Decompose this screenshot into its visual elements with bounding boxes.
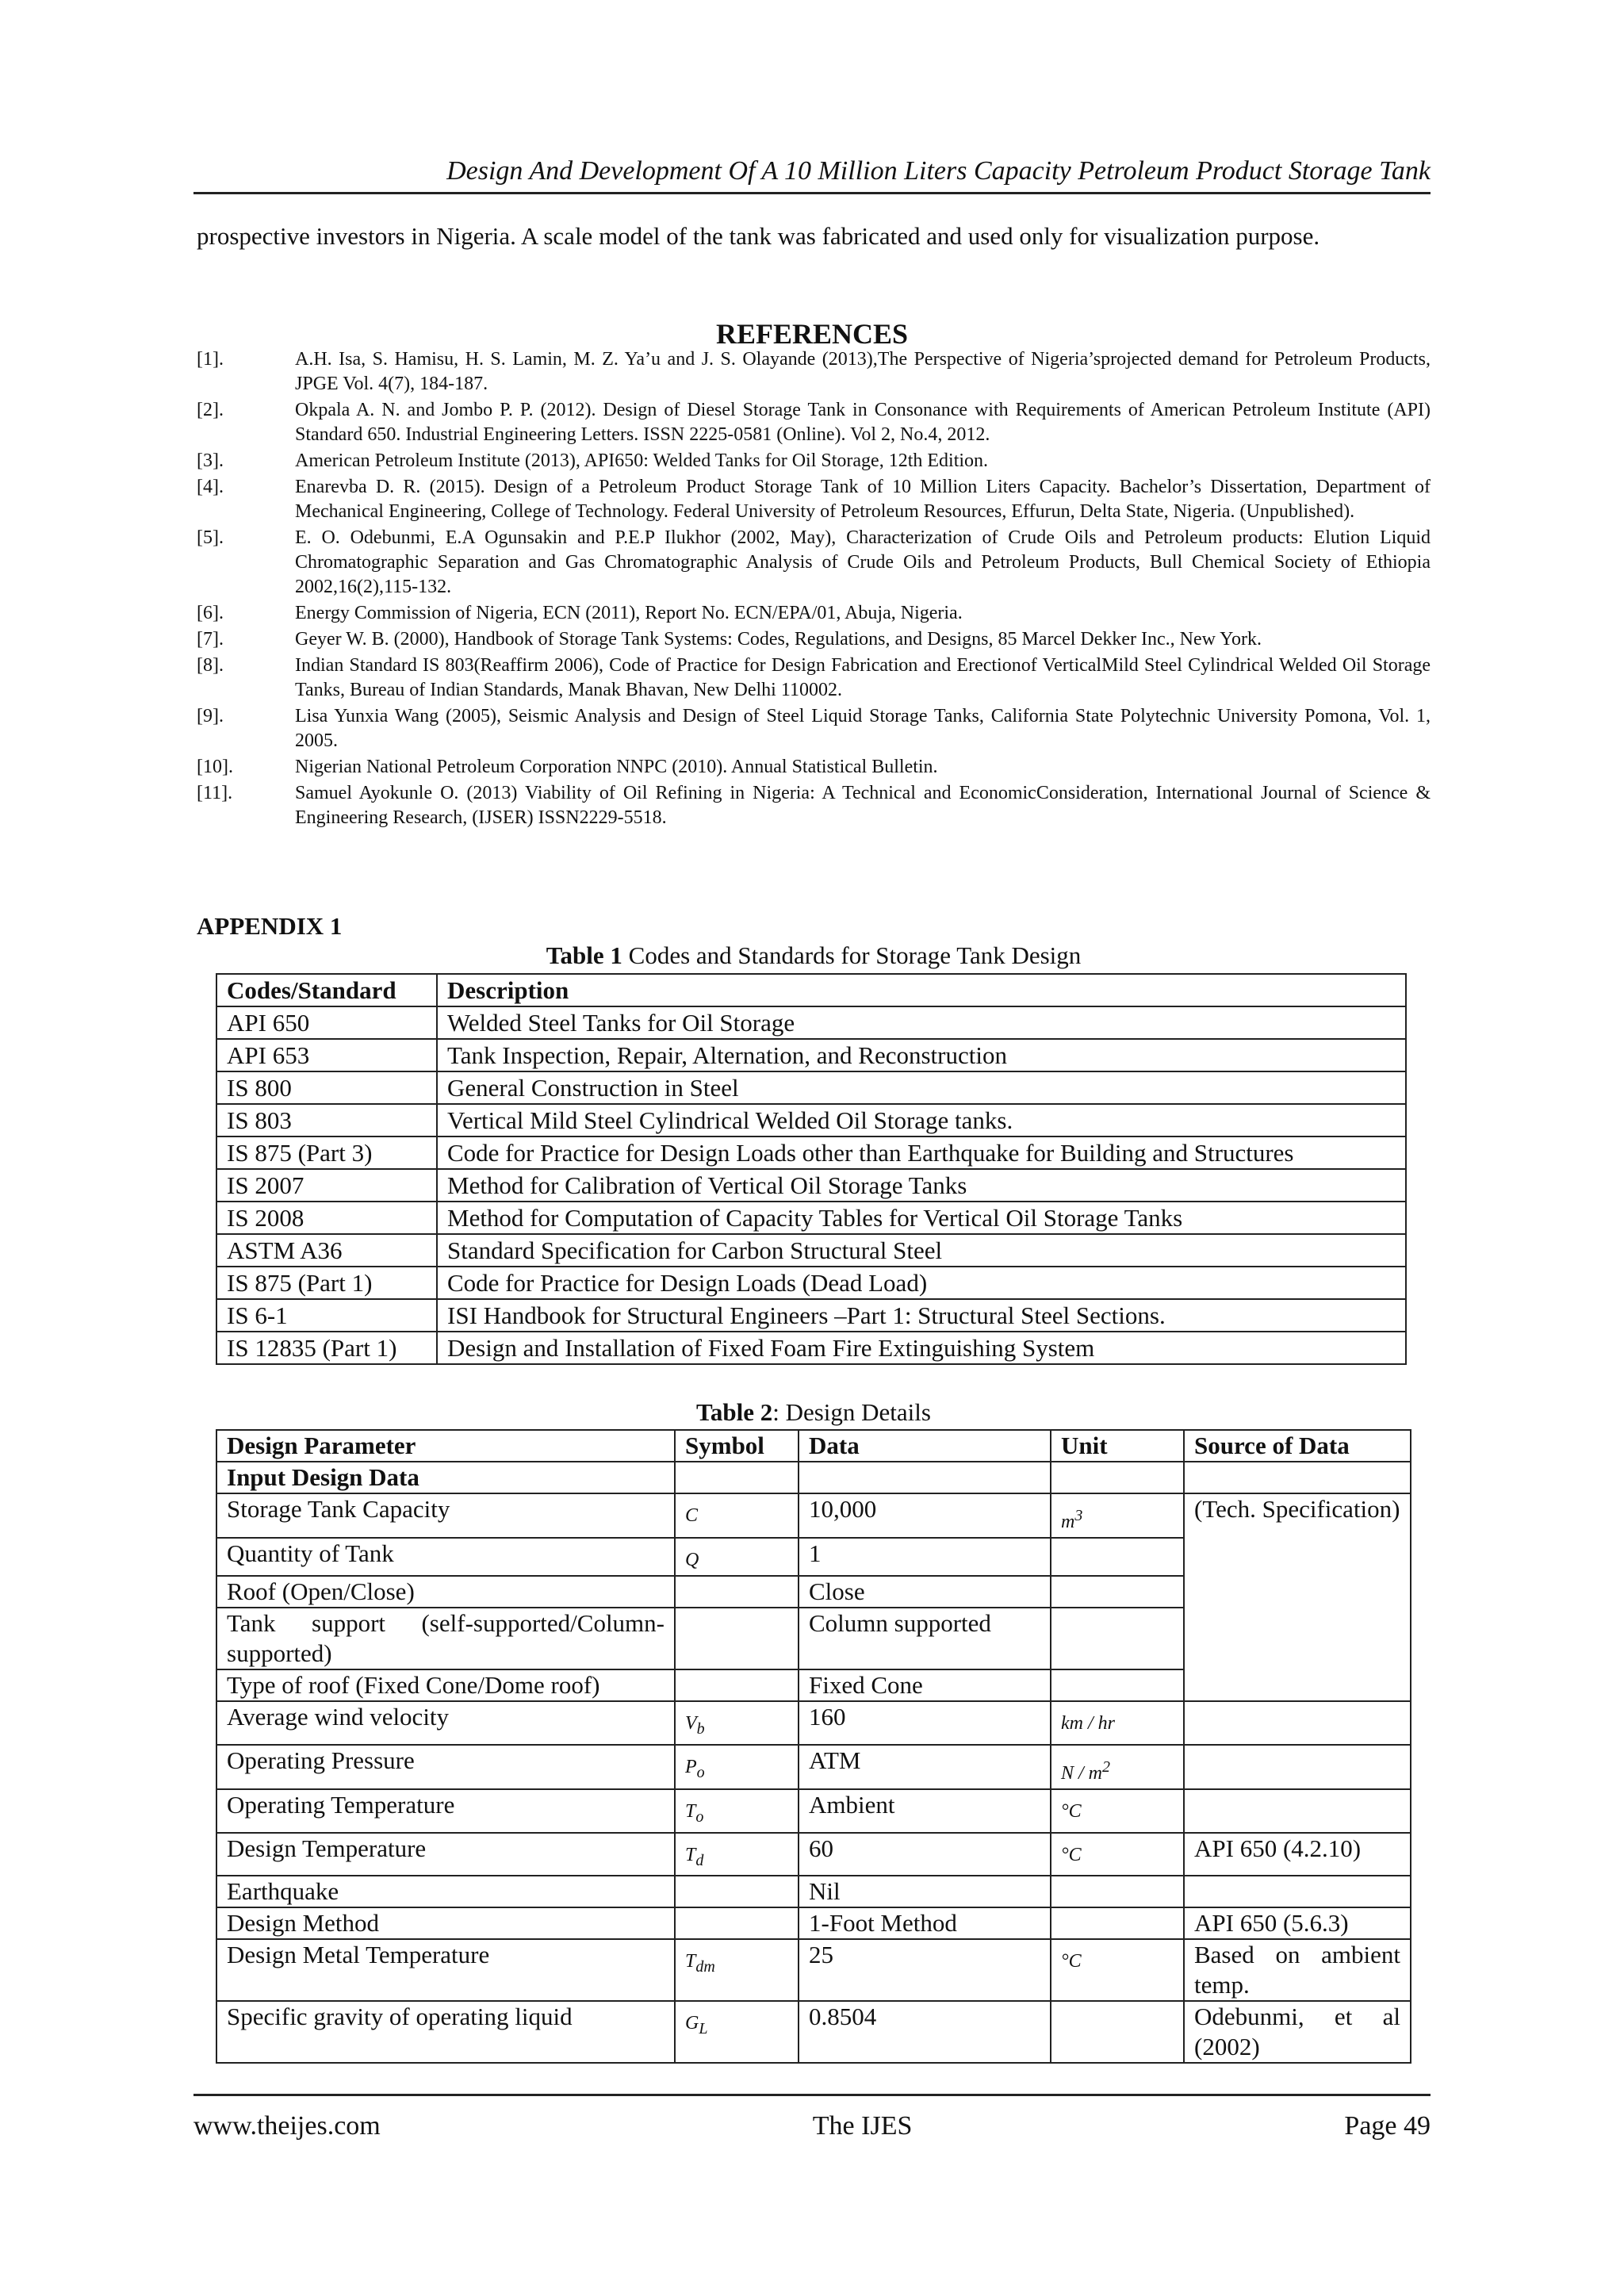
- reference-number: [3].: [197, 450, 224, 471]
- symbol-cell: [675, 1608, 799, 1669]
- code-cell: IS 2008: [216, 1202, 437, 1234]
- description-cell: Vertical Mild Steel Cylindrical Welded Oil Storage tanks.: [437, 1104, 1406, 1137]
- empty-cell: [799, 1462, 1051, 1493]
- data-cell: 25: [799, 1939, 1051, 2001]
- table-row: [216, 1267, 1406, 1299]
- page-footer: [193, 2094, 1431, 2145]
- data-cell: Ambient: [799, 1789, 1051, 1833]
- parameter-cell: Roof (Open/Close): [216, 1576, 675, 1608]
- reference-number: [4].: [197, 477, 224, 497]
- data-cell: 0.8504: [799, 2001, 1051, 2063]
- section-label: Input Design Data: [216, 1462, 675, 1493]
- unit-cell: [1051, 1939, 1184, 2001]
- symbol-letter: T: [685, 1800, 696, 1822]
- source-cell: [1184, 1745, 1411, 1789]
- source-cell: Odebunmi, et al (2002): [1184, 2001, 1411, 2063]
- table-row: [216, 1137, 1406, 1169]
- unit-text: N / m: [1061, 1762, 1103, 1784]
- description-cell: Method for Computation of Capacity Tables for Vertical Oil Storage Tanks: [437, 1202, 1406, 1234]
- reference-number: [6].: [197, 603, 224, 623]
- column-header: Data: [799, 1430, 1051, 1462]
- code-cell: ASTM A36: [216, 1234, 437, 1267]
- table-header-row: [216, 1430, 1411, 1462]
- symbol-subscript: o: [696, 1763, 705, 1781]
- symbol-cell: [675, 1745, 799, 1789]
- symbol-cell: [675, 1493, 799, 1538]
- description-cell: General Construction in Steel: [437, 1071, 1406, 1104]
- code-cell: API 653: [216, 1039, 437, 1071]
- data-cell: Column supported: [799, 1608, 1051, 1669]
- reference-item: [197, 627, 1431, 652]
- reference-item: [197, 526, 1431, 600]
- unit-cell: [1051, 1907, 1184, 1939]
- symbol-subscript: d: [695, 1851, 704, 1869]
- symbol-letter: V: [685, 1713, 697, 1734]
- symbol-cell: [675, 1907, 799, 1939]
- unit-cell: [1051, 1608, 1184, 1669]
- unit-cell: [1051, 1833, 1184, 1876]
- unit-cell: [1051, 1493, 1184, 1538]
- source-cell: (Tech. Specification): [1184, 1493, 1411, 1701]
- symbol-letter: Q: [685, 1550, 699, 1570]
- table-row: [216, 1876, 1411, 1907]
- data-cell: 1: [799, 1538, 1051, 1576]
- data-cell: 60: [799, 1833, 1051, 1876]
- symbol-letter: T: [685, 1951, 696, 1972]
- data-cell: 10,000: [799, 1493, 1051, 1538]
- table-row: [216, 1039, 1406, 1071]
- table-row: [216, 1939, 1411, 2001]
- table-row: [216, 1789, 1411, 1833]
- unit-text: °C: [1061, 1951, 1082, 1972]
- data-cell: 1-Foot Method: [799, 1907, 1051, 1939]
- description-cell: Design and Installation of Fixed Foam Fire Extinguishing System: [437, 1332, 1406, 1364]
- reference-item: [197, 475, 1431, 524]
- symbol-subscript: dm: [695, 1958, 715, 1976]
- code-cell: IS 875 (Part 1): [216, 1267, 437, 1299]
- reference-text: Indian Standard IS 803(Reaffirm 2006), Code of Practice for Design Fabrication and Erectionof VerticalMild Steel Cylindrical Welded Oil Storage Tanks, Bureau of Indian Standards, Manak Bhavan, New Delhi 110002.: [295, 655, 1431, 700]
- unit-text: km / hr: [1061, 1713, 1115, 1734]
- symbol-letter: C: [685, 1505, 699, 1526]
- reference-item: [197, 347, 1431, 397]
- description-cell: Tank Inspection, Repair, Alternation, and Reconstruction: [437, 1039, 1406, 1071]
- symbol-cell: [675, 1876, 799, 1907]
- unit-text: m: [1061, 1512, 1075, 1532]
- table1-caption-text: Codes and Standards for Storage Tank Design: [622, 941, 1082, 969]
- references-list: [197, 347, 1431, 832]
- table-row: [216, 1104, 1406, 1137]
- parameter-cell: Tank support (self-supported/Column-supported): [216, 1608, 675, 1669]
- table-row: [216, 1833, 1411, 1876]
- table-row: [216, 1299, 1406, 1332]
- symbol-subscript: b: [696, 1719, 705, 1738]
- description-cell: Welded Steel Tanks for Oil Storage: [437, 1006, 1406, 1039]
- unit-text: °C: [1061, 1800, 1082, 1822]
- table1-caption-label: Table 1: [546, 941, 622, 969]
- table-row: [216, 1006, 1406, 1039]
- source-cell: API 650 (5.6.3): [1184, 1907, 1411, 1939]
- symbol-letter: T: [685, 1844, 696, 1865]
- data-cell: Nil: [799, 1876, 1051, 1907]
- code-cell: IS 800: [216, 1071, 437, 1104]
- reference-text: Okpala A. N. and Jombo P. P. (2012). Design of Diesel Storage Tank in Consonance with Requirements of American Petroleum Institute (API) Standard 650. Industrial Engineering Letters. ISSN 2225-0581 (Online). Vol 2, No.4, 2012.: [295, 400, 1431, 445]
- source-cell: [1184, 1789, 1411, 1833]
- table2-caption-text: : Design Details: [772, 1398, 931, 1426]
- unit-cell: [1051, 1701, 1184, 1745]
- data-cell: Fixed Cone: [799, 1669, 1051, 1701]
- reference-text: Lisa Yunxia Wang (2005), Seismic Analysis and Design of Steel Liquid Storage Tanks, California State Polytechnic University Pomona, Vol. 1, 2005.: [295, 706, 1431, 751]
- reference-number: [11].: [197, 783, 233, 803]
- reference-text: Geyer W. B. (2000), Handbook of Storage Tank Systems: Codes, Regulations, and Designs, 85 Marcel Dekker Inc., New York.: [295, 629, 1262, 650]
- symbol-letter: P: [685, 1756, 697, 1777]
- column-header: Symbol: [675, 1430, 799, 1462]
- reference-item: [197, 654, 1431, 703]
- parameter-cell: Design Method: [216, 1907, 675, 1939]
- empty-cell: [1051, 1462, 1184, 1493]
- symbol-subscript: L: [699, 2020, 708, 2038]
- code-cell: IS 875 (Part 3): [216, 1137, 437, 1169]
- reference-text: Enarevba D. R. (2015). Design of a Petroleum Product Storage Tank of 10 Million Liters Capacity. Bachelor’s Dissertation, Department of Mechanical Engineering, College of Technology. Federal University of Petroleum Resources, Effurun, Delta State, Nigeria. (Unpublished).: [295, 477, 1431, 522]
- references-heading: REFERENCES: [715, 318, 909, 350]
- reference-item: [197, 704, 1431, 753]
- parameter-cell: Design Temperature: [216, 1833, 675, 1876]
- data-cell: 160: [799, 1701, 1051, 1745]
- symbol-cell: [675, 1701, 799, 1745]
- table-row: [216, 1332, 1406, 1364]
- unit-cell: [1051, 1789, 1184, 1833]
- reference-text: American Petroleum Institute (2013), API650: Welded Tanks for Oil Storage, 12th Edition.: [295, 450, 989, 471]
- reference-number: [10].: [197, 757, 233, 777]
- reference-item: [197, 601, 1431, 626]
- description-cell: Standard Specification for Carbon Structural Steel: [437, 1234, 1406, 1267]
- code-cell: IS 2007: [216, 1169, 437, 1202]
- data-cell: ATM: [799, 1745, 1051, 1789]
- table-row: [216, 1493, 1411, 1538]
- symbol-cell: [675, 1669, 799, 1701]
- code-cell: IS 12835 (Part 1): [216, 1332, 437, 1364]
- reference-number: [5].: [197, 527, 224, 548]
- unit-cell: [1051, 2001, 1184, 2063]
- parameter-cell: Design Metal Temperature: [216, 1939, 675, 2001]
- symbol-cell: [675, 1789, 799, 1833]
- source-cell: API 650 (4.2.10): [1184, 1833, 1411, 1876]
- description-cell: ISI Handbook for Structural Engineers –Part 1: Structural Steel Sections.: [437, 1299, 1406, 1332]
- reference-number: [1].: [197, 349, 224, 370]
- parameter-cell: Operating Temperature: [216, 1789, 675, 1833]
- unit-superscript: 2: [1102, 1757, 1111, 1776]
- unit-superscript: 3: [1074, 1507, 1083, 1524]
- reference-text: Samuel Ayokunle O. (2013) Viability of Oil Refining in Nigeria: A Technical and EconomicConsideration, International Journal of Science & Engineering Research, (IJSER) ISSN2229-5518.: [295, 783, 1431, 828]
- reference-item: [197, 398, 1431, 447]
- appendix-title: APPENDIX 1: [197, 912, 343, 940]
- parameter-cell: Average wind velocity: [216, 1701, 675, 1745]
- table-row: [216, 1071, 1406, 1104]
- reference-text: Nigerian National Petroleum Corporation NNPC (2010). Annual Statistical Bulletin.: [295, 757, 938, 777]
- footer-journal: The IJES: [812, 2111, 913, 2141]
- data-cell: Close: [799, 1576, 1051, 1608]
- parameter-cell: Type of roof (Fixed Cone/Dome roof): [216, 1669, 675, 1701]
- column-header: Unit: [1051, 1430, 1184, 1462]
- parameter-cell: Quantity of Tank: [216, 1538, 675, 1576]
- table-row: [216, 1169, 1406, 1202]
- reference-number: [7].: [197, 629, 224, 650]
- source-cell: [1184, 1701, 1411, 1745]
- codes-standards-table: [216, 973, 1407, 1365]
- intro-paragraph: prospective investors in Nigeria. A scale model of the tank was fabricated and used only for visualization purpose.: [197, 222, 1320, 250]
- code-cell: IS 6-1: [216, 1299, 437, 1332]
- unit-cell: [1051, 1538, 1184, 1576]
- symbol-cell: [675, 1576, 799, 1608]
- table-row: [216, 1202, 1406, 1234]
- table2-caption-label: Table 2: [696, 1398, 773, 1426]
- column-header: Design Parameter: [216, 1430, 675, 1462]
- parameter-cell: Storage Tank Capacity: [216, 1493, 675, 1538]
- unit-text: °C: [1061, 1844, 1082, 1865]
- symbol-subscript: o: [695, 1807, 704, 1826]
- table-row: [216, 1907, 1411, 1939]
- footer-website: www.theijes.com: [193, 2111, 381, 2141]
- reference-text: A.H. Isa, S. Hamisu, H. S. Lamin, M. Z. Ya’u and J. S. Olayande (2013),The Perspective of Nigeria’sprojected demand for Petroleum Products, JPGE Vol. 4(7), 184-187.: [295, 349, 1431, 394]
- table2-caption: [197, 1396, 1431, 1429]
- table-row: [216, 1234, 1406, 1267]
- code-cell: API 650: [216, 1006, 437, 1039]
- running-header: Design And Development Of A 10 Million Liters Capacity Petroleum Product Storage Tank: [193, 152, 1431, 194]
- source-cell: Based on ambient temp.: [1184, 1939, 1411, 2001]
- column-header: Codes/Standard: [216, 974, 437, 1006]
- reference-item: [197, 449, 1431, 473]
- empty-cell: [675, 1462, 799, 1493]
- parameter-cell: Earthquake: [216, 1876, 675, 1907]
- column-header: Source of Data: [1184, 1430, 1411, 1462]
- reference-text: Energy Commission of Nigeria, ECN (2011), Report No. ECN/EPA/01, Abuja, Nigeria.: [295, 603, 963, 623]
- design-details-table: [216, 1429, 1411, 2064]
- parameter-cell: Specific gravity of operating liquid: [216, 2001, 675, 2063]
- table-row: [216, 1701, 1411, 1745]
- unit-cell: [1051, 1576, 1184, 1608]
- reference-item: [197, 781, 1431, 830]
- source-cell: [1184, 1876, 1411, 1907]
- symbol-cell: [675, 2001, 799, 2063]
- footer-page-number: Page 49: [1344, 2111, 1431, 2141]
- symbol-cell: [675, 1833, 799, 1876]
- description-cell: Code for Practice for Design Loads (Dead Load): [437, 1267, 1406, 1299]
- empty-cell: [1184, 1462, 1411, 1493]
- unit-cell: [1051, 1669, 1184, 1701]
- reference-number: [9].: [197, 706, 224, 726]
- symbol-letter: G: [685, 2013, 699, 2034]
- symbol-cell: [675, 1538, 799, 1576]
- column-header: Description: [437, 974, 1406, 1006]
- table-header-row: [216, 974, 1406, 1006]
- description-cell: Method for Calibration of Vertical Oil Storage Tanks: [437, 1169, 1406, 1202]
- parameter-cell: Operating Pressure: [216, 1745, 675, 1789]
- unit-cell: [1051, 1745, 1184, 1789]
- table1-caption: [197, 937, 1431, 974]
- code-cell: IS 803: [216, 1104, 437, 1137]
- table-row: [216, 2001, 1411, 2063]
- reference-number: [8].: [197, 655, 224, 676]
- reference-item: [197, 755, 1431, 780]
- table-row: [216, 1745, 1411, 1789]
- reference-text: E. O. Odebunmi, E.A Ogunsakin and P.E.P Ilukhor (2002, May), Characterization of Crude Oils and Petroleum products: Elution Liquid Chromatographic Separation and Gas Chromatographic Analysis of Crude Oils and Petroleum Products, Bull Chemical Society of Ethiopia 2002,16(2),115-132.: [295, 527, 1431, 597]
- section-row: [216, 1462, 1411, 1493]
- description-cell: Code for Practice for Design Loads other than Earthquake for Building and Structures: [437, 1137, 1406, 1169]
- symbol-cell: [675, 1939, 799, 2001]
- reference-number: [2].: [197, 400, 224, 420]
- unit-cell: [1051, 1876, 1184, 1907]
